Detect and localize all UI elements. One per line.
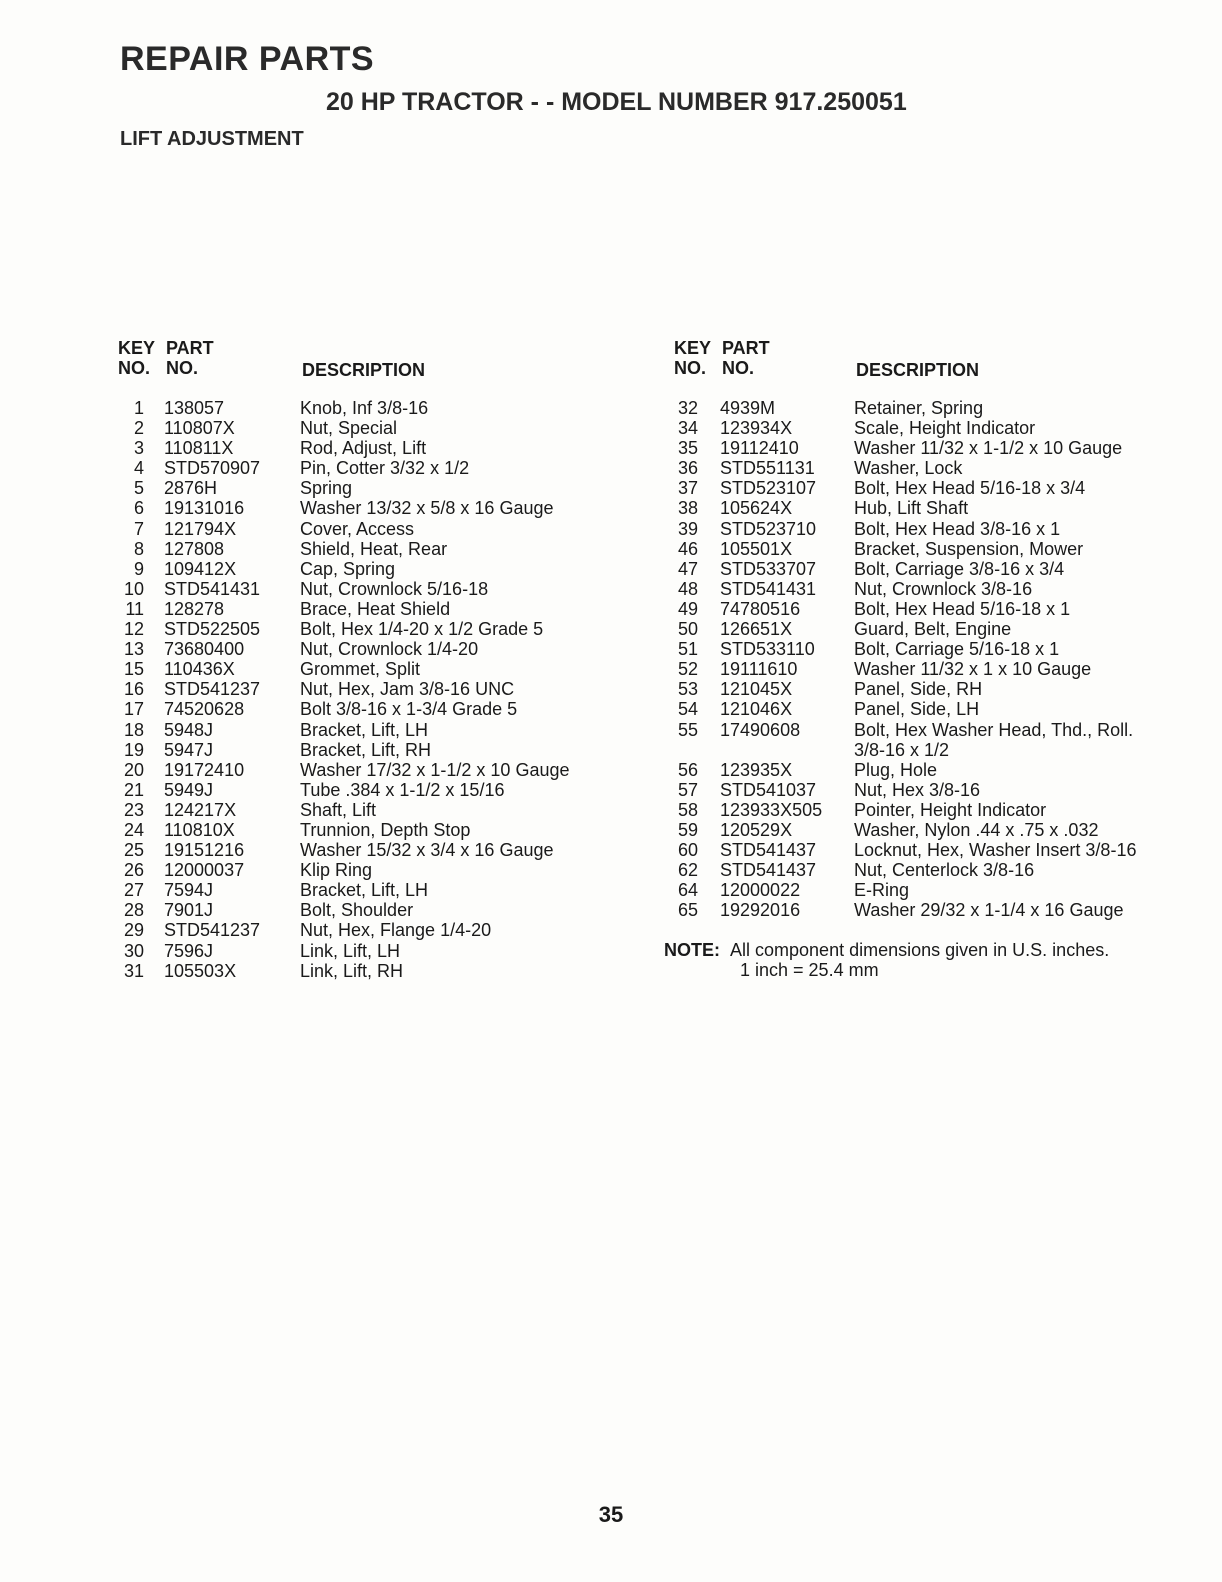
table-row	[664, 559, 1194, 579]
key-no: 13	[123, 639, 144, 660]
part-no: 5948J	[164, 719, 214, 740]
table-row	[664, 679, 1194, 699]
key-no: 2	[133, 418, 144, 439]
key-no: 7	[133, 518, 144, 539]
part-no: 5947J	[164, 739, 214, 760]
part-no: 73680400	[164, 639, 245, 660]
key-no: 52	[677, 659, 698, 680]
table-body	[110, 398, 630, 981]
header-key-line1: KEY	[118, 338, 156, 358]
description: Trunnion, Depth Stop	[300, 819, 471, 840]
key-no: 32	[677, 398, 698, 418]
description: Shield, Heat, Rear	[300, 538, 448, 559]
table-row	[664, 820, 1194, 840]
description: Bolt, Carriage 5/16-18 x 1	[854, 639, 1060, 660]
description: Knob, Inf 3/8-16	[300, 398, 429, 418]
table-row	[664, 599, 1194, 619]
page-number: 35	[598, 1502, 624, 1527]
table-row	[664, 539, 1194, 559]
part-no: STD522505	[164, 619, 261, 640]
key-no: 60	[677, 840, 698, 861]
key-no: 6	[133, 498, 144, 519]
key-no: 50	[677, 619, 698, 640]
table-row	[110, 599, 630, 619]
description: Nut, Crownlock 1/4-20	[300, 639, 479, 660]
description: Washer 15/32 x 3/4 x 16 Gauge	[300, 840, 554, 861]
dimension-note	[664, 940, 1194, 980]
part-no: 127808	[164, 538, 225, 559]
description: Cover, Access	[300, 518, 415, 539]
part-no: STD541237	[164, 679, 261, 700]
key-no: 36	[677, 458, 698, 479]
key-no: 54	[677, 699, 698, 720]
table-row	[110, 398, 630, 418]
table-row	[664, 780, 1194, 800]
part-no: 19111610	[720, 659, 798, 680]
table-row	[664, 699, 1194, 719]
key-no: 58	[677, 799, 698, 820]
part-no: 126651X	[720, 619, 793, 640]
part-no: STD541431	[164, 578, 261, 599]
part-no: 105501X	[720, 538, 793, 559]
key-no: 19	[123, 739, 144, 760]
header-part-line2: NO.	[166, 358, 199, 378]
part-no: 120529X	[720, 819, 793, 840]
part-no: 4939M	[720, 398, 776, 418]
description: Nut, Hex, Flange 1/4-20	[300, 920, 492, 941]
key-no: 20	[123, 759, 144, 780]
table-row	[664, 900, 1194, 920]
description: Pointer, Height Indicator	[854, 799, 1047, 820]
part-no: 5949J	[164, 779, 214, 800]
part-no: 7594J	[164, 880, 214, 901]
table-row	[664, 840, 1194, 860]
key-no: 38	[677, 498, 698, 519]
description: Washer, Lock	[854, 458, 963, 479]
description: Washer 13/32 x 5/8 x 16 Gauge	[300, 498, 554, 519]
part-no: 123933X505	[720, 799, 823, 820]
part-no: STD570907	[164, 458, 261, 479]
part-no: 74780516	[720, 598, 801, 619]
description: 3/8-16 x 1/2	[854, 739, 950, 760]
table-row	[664, 619, 1194, 639]
part-no: 7596J	[164, 940, 214, 961]
description: Bolt, Hex Head 5/16-18 x 1	[854, 598, 1071, 619]
table-row	[110, 659, 630, 679]
key-no: 26	[123, 860, 144, 881]
part-no: 128278	[164, 598, 225, 619]
description: Nut, Hex 3/8-16	[854, 779, 981, 800]
key-no: 21	[123, 779, 144, 800]
note-label: NOTE:	[664, 940, 720, 961]
description: Panel, Side, LH	[854, 699, 980, 720]
table-row	[110, 699, 630, 719]
key-no: 37	[677, 478, 698, 499]
table-row	[110, 961, 630, 981]
table-row	[664, 458, 1194, 478]
description: Plug, Hole	[854, 759, 938, 780]
description: Locknut, Hex, Washer Insert 3/8-16	[854, 840, 1137, 861]
parts-table-left	[110, 338, 630, 981]
table-row	[664, 438, 1194, 458]
part-no: STD523710	[720, 518, 817, 539]
table-row	[664, 659, 1194, 679]
part-no: 19292016	[720, 900, 801, 921]
table-row	[664, 800, 1194, 820]
key-no: 29	[123, 920, 144, 941]
table-row	[110, 498, 630, 518]
part-no: 19172410	[164, 759, 245, 780]
description: Washer 11/32 x 1-1/2 x 10 Gauge	[854, 438, 1123, 459]
note-line1: All component dimensions given in U.S. inches.	[730, 940, 1110, 961]
description: Bolt, Hex Head 3/8-16 x 1	[854, 518, 1061, 539]
key-no: 3	[133, 438, 144, 459]
part-no: STD533110	[720, 639, 815, 660]
key-no: 65	[677, 900, 698, 921]
description: Bracket, Lift, LH	[300, 719, 429, 740]
key-no: 15	[123, 659, 144, 680]
key-no: 39	[677, 518, 698, 539]
key-no: 34	[677, 418, 698, 439]
key-no: 51	[677, 639, 698, 660]
table-row	[664, 478, 1194, 498]
description: Tube .384 x 1-1/2 x 15/16	[300, 779, 505, 800]
table-header	[664, 338, 1194, 398]
description: Guard, Belt, Engine	[854, 619, 1012, 640]
table-row	[110, 679, 630, 699]
key-no: 59	[677, 819, 698, 840]
key-no: 35	[677, 438, 698, 459]
description: Bolt, Hex Head 5/16-18 x 3/4	[854, 478, 1086, 499]
description: Bracket, Suspension, Mower	[854, 538, 1084, 559]
description: Retainer, Spring	[854, 398, 984, 418]
table-row	[110, 418, 630, 438]
key-no: 5	[133, 478, 144, 499]
part-no: 121046X	[720, 699, 793, 720]
part-no: 17490608	[720, 719, 801, 740]
part-no: 2876H	[164, 478, 218, 499]
part-no: 123935X	[720, 759, 793, 780]
description: Bolt, Shoulder	[300, 900, 414, 921]
table-row	[664, 418, 1194, 438]
table-row	[110, 458, 630, 478]
description: Cap, Spring	[300, 558, 396, 579]
key-no: 49	[677, 598, 698, 619]
description: Bolt, Hex Washer Head, Thd., Roll.	[854, 719, 1134, 740]
description: Washer, Nylon .44 x .75 x .032	[854, 819, 1099, 840]
key-no: 16	[123, 679, 144, 700]
key-no: 30	[123, 940, 144, 961]
part-no: 7901J	[164, 900, 214, 921]
key-no: 57	[677, 779, 698, 800]
part-no: 110811X	[164, 438, 234, 459]
description: Bolt 3/8-16 x 1-3/4 Grade 5	[300, 699, 518, 720]
part-no: 12000022	[720, 880, 801, 901]
description: Washer 29/32 x 1-1/4 x 16 Gauge	[854, 900, 1124, 921]
part-no: STD541437	[720, 840, 817, 861]
part-no: 110807X	[164, 418, 235, 439]
table-row	[664, 498, 1194, 518]
table-row	[110, 478, 630, 498]
page-title: REPAIR PARTS	[120, 40, 375, 78]
table-row	[110, 941, 630, 961]
table-row	[110, 438, 630, 458]
description: Nut, Crownlock 5/16-18	[300, 578, 489, 599]
table-row	[110, 720, 630, 740]
header-part-line2: NO.	[722, 358, 755, 378]
key-no: 1	[133, 398, 144, 418]
table-header	[110, 338, 630, 398]
part-no: STD533707	[720, 558, 817, 579]
key-no: 56	[677, 759, 698, 780]
parts-table-right	[664, 338, 1194, 980]
model-subtitle: 20 HP TRACTOR - - MODEL NUMBER 917.250051	[326, 88, 907, 116]
description: Hub, Lift Shaft	[854, 498, 969, 519]
table-row	[110, 519, 630, 539]
table-row	[664, 880, 1194, 900]
key-no: 4	[133, 458, 144, 479]
part-no: 121794X	[164, 518, 237, 539]
header-part-line1: PART	[722, 338, 770, 358]
table-row	[110, 880, 630, 900]
key-no: 9	[133, 558, 144, 579]
part-no: 74520628	[164, 699, 245, 720]
description: Klip Ring	[300, 860, 373, 881]
table-row	[110, 900, 630, 920]
key-no: 10	[123, 578, 144, 599]
key-no: 24	[123, 819, 144, 840]
part-no: 138057	[164, 398, 225, 418]
header-key-line1: KEY	[674, 338, 712, 358]
description: Nut, Centerlock 3/8-16	[854, 860, 1035, 881]
description: E-Ring	[854, 880, 910, 901]
table-row	[664, 579, 1194, 599]
part-no: 12000037	[164, 860, 245, 881]
key-no: 53	[677, 679, 698, 700]
part-no: 19151216	[164, 840, 245, 861]
key-no: 27	[123, 880, 144, 901]
part-no: 110810X	[164, 819, 235, 840]
key-no: 11	[125, 598, 144, 619]
part-no: 124217X	[164, 799, 237, 820]
description: Panel, Side, RH	[854, 679, 983, 700]
key-no: 46	[677, 538, 698, 559]
description: Link, Lift, RH	[300, 960, 404, 981]
table-row	[110, 860, 630, 880]
key-no: 17	[123, 699, 144, 720]
key-no: 12	[123, 619, 144, 640]
part-no: STD541037	[720, 779, 817, 800]
part-no: STD541437	[720, 860, 817, 881]
key-no: 48	[677, 578, 698, 599]
table-row	[664, 760, 1194, 780]
part-no: 123934X	[720, 418, 793, 439]
key-no: 23	[123, 799, 144, 820]
header-description: DESCRIPTION	[302, 360, 426, 380]
key-no: 31	[123, 960, 144, 981]
description: Bolt, Hex 1/4-20 x 1/2 Grade 5	[300, 619, 544, 640]
part-no: 109412X	[164, 558, 237, 579]
part-no: 110436X	[164, 659, 235, 680]
table-row	[110, 920, 630, 940]
description: Grommet, Split	[300, 659, 421, 680]
description: Spring	[300, 478, 353, 499]
table-row	[664, 720, 1194, 740]
key-no: 18	[123, 719, 144, 740]
table-row	[664, 519, 1194, 539]
header-description: DESCRIPTION	[856, 360, 980, 380]
key-no: 28	[123, 900, 144, 921]
part-no: 121045X	[720, 679, 793, 700]
header-part-line1: PART	[166, 338, 214, 358]
description: Nut, Hex, Jam 3/8-16 UNC	[300, 679, 515, 700]
description: Bracket, Lift, RH	[300, 739, 432, 760]
part-no: STD551131	[720, 458, 815, 479]
table-row	[664, 740, 1194, 760]
section-heading: LIFT ADJUSTMENT	[120, 128, 304, 150]
part-no: 19131016	[164, 498, 245, 519]
description: Pin, Cotter 3/32 x 1/2	[300, 458, 470, 479]
description: Shaft, Lift	[300, 799, 377, 820]
table-row	[110, 840, 630, 860]
key-no: 62	[677, 860, 698, 881]
table-row	[664, 639, 1194, 659]
description: Scale, Height Indicator	[854, 418, 1036, 439]
table-row	[110, 559, 630, 579]
table-row	[664, 398, 1194, 418]
table-row	[110, 539, 630, 559]
table-row	[110, 579, 630, 599]
description: Washer 11/32 x 1 x 10 Gauge	[854, 659, 1092, 680]
key-no: 64	[677, 880, 698, 901]
table-row	[110, 780, 630, 800]
part-no: 105624X	[720, 498, 793, 519]
table-body	[664, 398, 1194, 920]
description: Link, Lift, LH	[300, 940, 401, 961]
part-no: 19112410	[720, 438, 799, 459]
description: Bolt, Carriage 3/8-16 x 3/4	[854, 558, 1065, 579]
key-no: 8	[133, 538, 144, 559]
description: Rod, Adjust, Lift	[300, 438, 427, 459]
header-key-line2: NO.	[674, 358, 707, 378]
table-row	[110, 760, 630, 780]
part-no: 105503X	[164, 960, 237, 981]
description: Nut, Special	[300, 418, 398, 439]
table-row	[110, 639, 630, 659]
part-no: STD523107	[720, 478, 817, 499]
table-row	[110, 619, 630, 639]
table-row	[110, 740, 630, 760]
key-no: 55	[677, 719, 698, 740]
description: Bracket, Lift, LH	[300, 880, 429, 901]
part-no: STD541237	[164, 920, 261, 941]
table-row	[110, 820, 630, 840]
header-key-line2: NO.	[118, 358, 151, 378]
table-row	[664, 860, 1194, 880]
key-no: 47	[677, 558, 698, 579]
key-no: 25	[123, 840, 144, 861]
description: Washer 17/32 x 1-1/2 x 10 Gauge	[300, 759, 570, 780]
table-row	[110, 800, 630, 820]
description: Nut, Crownlock 3/8-16	[854, 578, 1033, 599]
description: Brace, Heat Shield	[300, 598, 451, 619]
part-no: STD541431	[720, 578, 817, 599]
note-line2: 1 inch = 25.4 mm	[740, 960, 879, 981]
